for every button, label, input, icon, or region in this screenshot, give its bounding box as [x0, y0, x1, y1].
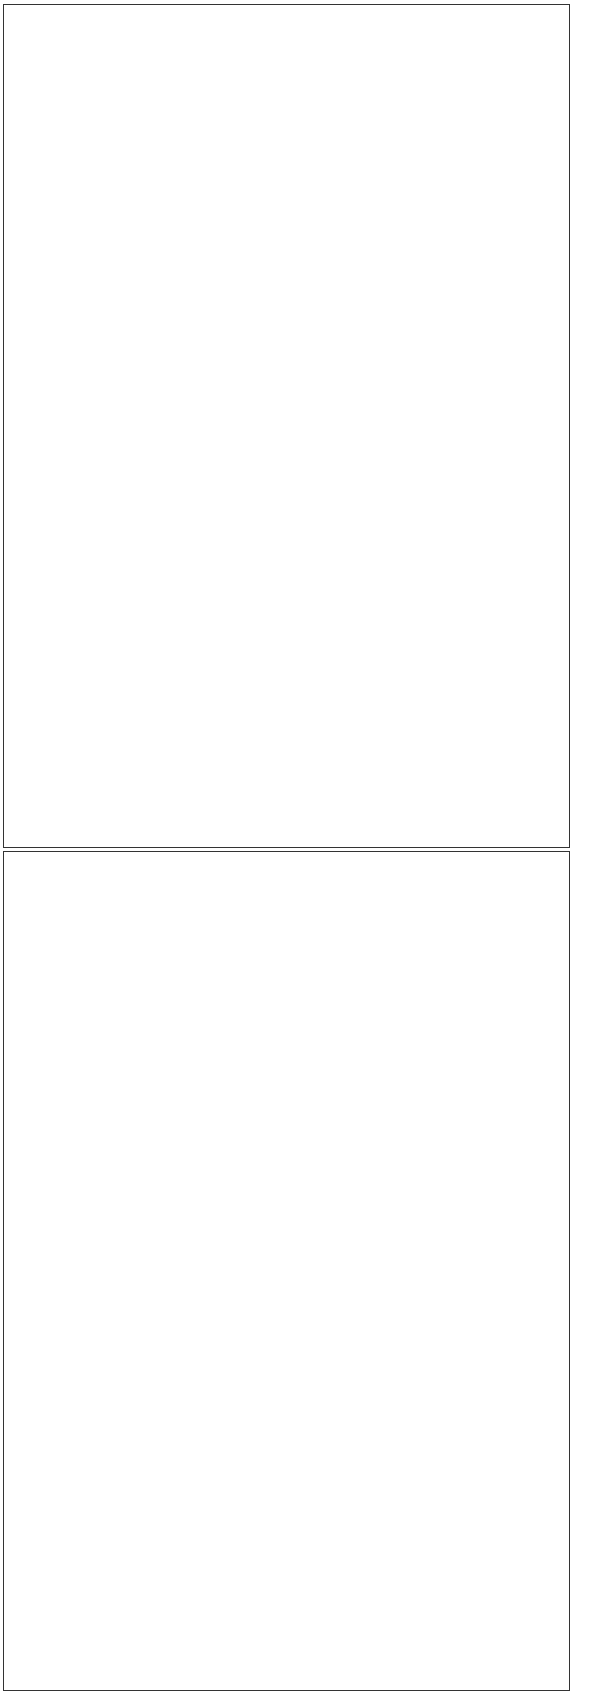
report-page-2: [3, 851, 570, 1691]
report-page-1: [3, 4, 570, 848]
